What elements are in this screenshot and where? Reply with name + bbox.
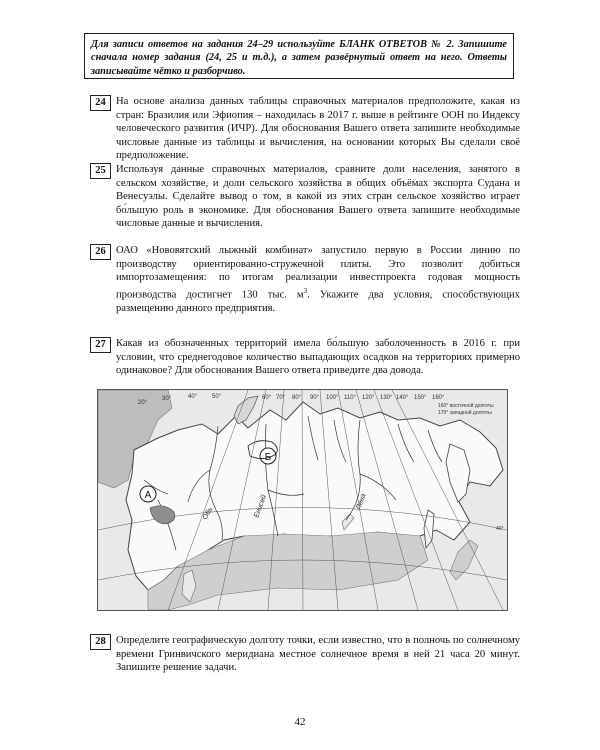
meridian-label-30: 30° (162, 396, 172, 402)
meridian-label-20: 20° (138, 400, 148, 406)
meridian-label-140: 140° (396, 395, 409, 401)
territory-b-label: Б (264, 452, 272, 463)
river-label-ob: Обь (201, 506, 215, 521)
river-label-lena: Лена (355, 492, 368, 511)
meridian-label-50: 50° (212, 394, 222, 400)
meridian-label-130: 130° (380, 395, 393, 401)
page-number: 42 (294, 716, 306, 728)
river-label-yenisei: Енисей (253, 494, 268, 519)
task-number: 24 (90, 95, 111, 111)
meridian-label-150: 150° (414, 395, 427, 401)
territory-a-label: А (144, 490, 152, 501)
meridian-label-90: 90° (310, 395, 320, 401)
task-number: 28 (90, 634, 111, 650)
task-text (116, 244, 520, 316)
task-text: На основе анализа данных таблицы справочных материалов предположите, какая из стран: Бразилия или Эфиопия – находилась в 2017 г. выше в рейтинге ООН по Индексу человеческого развития (ИЧР). Для обоснования Вашего ответа запишите необходимые числовые данные из таблицы и вычисления, на основании которых Вы сделали своё предположение. (116, 96, 520, 162)
task-number: 25 (90, 163, 111, 179)
russia-map (97, 389, 508, 611)
meridian-label-70: 70° (276, 395, 286, 401)
parallel-label-40: 40° (496, 526, 504, 532)
meridian-label-80: 80° (292, 395, 302, 401)
meridian-label-40: 40° (188, 394, 198, 400)
meridian-label-120: 120° (362, 395, 375, 401)
meridian-label-160-east: 160° восточной долготы (438, 403, 494, 409)
meridian-label-110: 110° (344, 395, 356, 401)
answer-instructions-text: Для записи ответов на задания 24–29 используйте БЛАНК ОТВЕТОВ № 2. Запишите сначала номер задания (24, 25 и т.д.), а затем развёрнутый ответ на него. Ответы записывайте чётко и разборчиво. (91, 39, 507, 77)
task-text-main: ОАО «Нововятский лыжный комбинат» запустило первую в России линию по производству ориентированно-стружечной плиты. Это позволит добиться импортозамещения: по итогам реализации инвестпроекта годовая мощность производства достигнет 130 тыс. м (116, 245, 520, 301)
meridian-label-170-west: 170° западной долготы (438, 410, 492, 416)
task-number: 27 (90, 337, 111, 353)
task-text-end: . Укажите два условия, способствующих размещению данного предприятия. (116, 289, 520, 314)
cubic-superscript: 3 (303, 286, 308, 295)
answer-instructions-box (84, 33, 514, 79)
task-text: Используя данные справочных материалов, сравните доли населения, занятого в сельском хозяйстве, и доли сельского хозяйства в общих объёмах экспорта Судана и Венесуэлы. Сделайте вывод о том, в какой из этих стран сельское хозяйство играет бо́льшую роль в экономике. Для обоснования Вашего ответа запишите необходимые числовые данные и вычисления. (116, 164, 520, 230)
task-text: Какая из обозначенных территорий имела бо́льшую заболоченность в 2016 г. при условии, что среднегодовое количество выпадающих осадков на территориях примерно одинаковое? Для обоснования Вашего ответа приведите два довода. (116, 338, 520, 377)
meridian-label-160: 160° (432, 395, 445, 401)
meridian-label-100: 100° (326, 395, 339, 401)
task-text: Определите географическую долготу точки, если известно, что в полночь по солнечному времени Гринвичского меридиана местное солнечное время в ней 21 часа 20 минут. Запишите решение задачи. (116, 635, 520, 674)
meridian-label-60: 60° (262, 395, 272, 401)
task-number: 26 (90, 244, 111, 260)
